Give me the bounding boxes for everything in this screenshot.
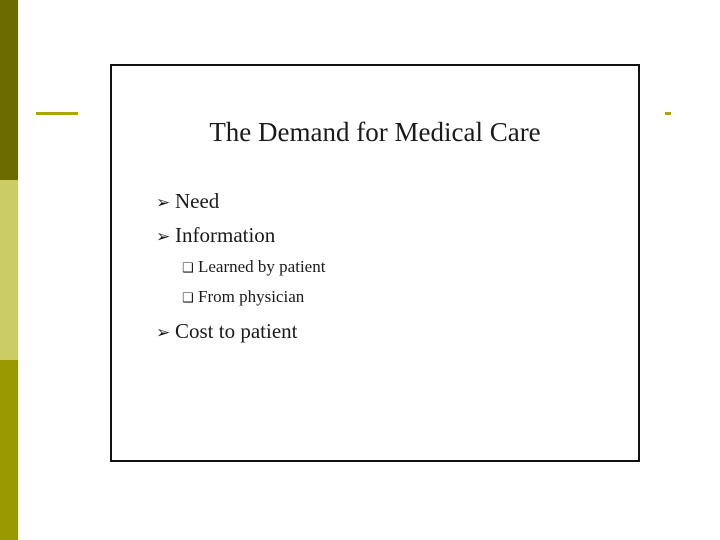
arrow-bullet-icon: ➢ xyxy=(156,323,171,343)
sub-bullet-label: From physician xyxy=(198,287,305,306)
side-accent-strip-top xyxy=(0,0,18,180)
checkbox-bullet-icon: ❑ xyxy=(182,261,194,276)
bullet-item-need xyxy=(156,184,616,218)
side-accent-strip-middle xyxy=(0,180,18,360)
bullet-label: Information xyxy=(175,223,276,247)
bullet-item-cost-to-patient xyxy=(156,314,616,348)
sub-bullet-label: Learned by patient xyxy=(198,257,326,276)
title-rule-left xyxy=(36,112,78,115)
sub-bullet-item-learned-by-patient xyxy=(182,252,616,282)
checkbox-bullet-icon: ❑ xyxy=(182,291,194,306)
arrow-bullet-icon: ➢ xyxy=(156,193,171,213)
bullet-label: Need xyxy=(175,189,220,213)
slide-title: The Demand for Medical Care xyxy=(209,117,541,147)
bullet-list xyxy=(156,184,616,348)
arrow-bullet-icon: ➢ xyxy=(156,227,171,247)
side-accent-strip-bottom xyxy=(0,360,18,540)
sub-bullet-list xyxy=(156,252,616,312)
sub-bullet-item-from-physician xyxy=(182,282,616,312)
sub-bullet-group xyxy=(156,252,616,312)
title-rule-right xyxy=(665,112,671,115)
embedded-slide-image xyxy=(110,64,640,462)
bullet-item-information xyxy=(156,218,616,252)
bullet-label: Cost to patient xyxy=(175,319,298,343)
